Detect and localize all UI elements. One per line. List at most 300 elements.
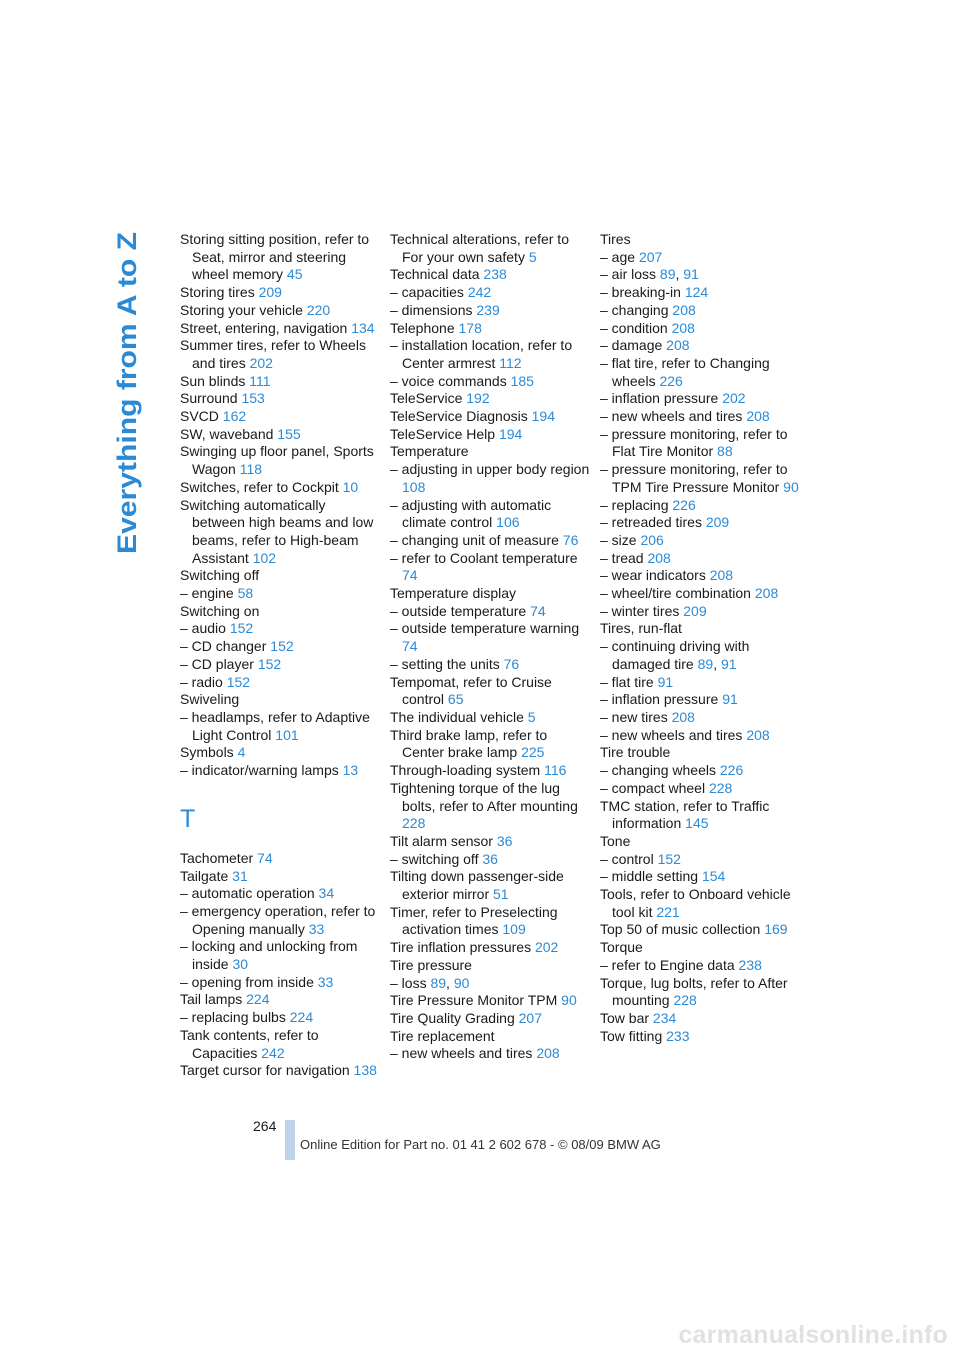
index-entry-term: – inflation pressure [600, 390, 719, 407]
index-entry-term: Sun blinds [180, 372, 246, 389]
index-entry [600, 302, 802, 320]
page-reference-link[interactable]: 202 [722, 390, 746, 407]
index-entry-term: Tilt alarm sensor [390, 832, 493, 849]
index-entry-term: Temperature [390, 443, 469, 460]
index-entry-term: Storing tires [180, 284, 255, 301]
page-reference-link[interactable]: 224 [289, 1009, 314, 1026]
index-entry-term: – continuing driving with damaged tire [600, 638, 750, 672]
index-entry [180, 373, 382, 391]
index-entry-term: – CD player [180, 655, 254, 672]
index-entry [180, 479, 382, 497]
page-reference-link[interactable]: 10 [342, 478, 359, 495]
page-reference-link[interactable]: 208 [671, 319, 695, 336]
page-reference-link[interactable]: 221 [656, 903, 680, 920]
page-reference-link[interactable]: 209 [705, 514, 730, 531]
page-reference-link[interactable]: 202 [534, 939, 559, 956]
index-entry [600, 691, 802, 709]
page-number: 264 [253, 1118, 277, 1134]
index-entry [600, 497, 802, 515]
page-ref-separator: , [446, 974, 454, 991]
page-reference-link[interactable]: 108 [402, 478, 426, 495]
index-entry [600, 532, 802, 550]
page-reference-link[interactable]: 90 [783, 478, 799, 495]
index-entry [390, 674, 592, 709]
index-entry [180, 903, 382, 938]
page-reference-link[interactable]: 208 [754, 585, 779, 602]
page-reference-link[interactable]: 226 [672, 496, 696, 513]
index-entry [600, 620, 802, 638]
index-entry-term: – dimensions [390, 301, 473, 318]
index-entry [390, 550, 592, 585]
index-entry-term: – CD changer [180, 638, 267, 655]
page-reference-link[interactable]: 5 [527, 708, 536, 725]
index-entry-term: Timer, refer to Preselecting activation times [390, 903, 558, 938]
index-entry-term: Switching off [180, 567, 260, 584]
index-entry-term: Tire trouble [600, 744, 671, 761]
page-reference-link[interactable]: 4 [237, 744, 246, 761]
index-entry [390, 851, 592, 869]
index-entry [390, 780, 592, 833]
index-entry-term: Tire Quality Grading [390, 1009, 515, 1026]
page-reference-link[interactable]: 224 [246, 991, 270, 1008]
index-entry-term: – loss [390, 974, 427, 991]
page-reference-link[interactable]: 207 [638, 248, 663, 265]
index-entry-term: Tilting down passenger-side exterior mirror [390, 868, 564, 903]
index-entry-term: Surround [180, 390, 238, 407]
index-entry-term: TeleService [390, 390, 463, 407]
index-entry [180, 603, 382, 621]
index-entry-term: – new tires [600, 708, 668, 725]
index-entry-term: Technical data [390, 266, 480, 283]
page-reference-link[interactable]: 91 [720, 655, 737, 672]
index-entry-term: SVCD [180, 408, 219, 425]
index-entry [600, 550, 802, 568]
index-entry [600, 426, 802, 461]
index-entry-term: – headlamps, refer to Adaptive Light Control [180, 708, 370, 743]
page-reference-link[interactable]: 152 [270, 638, 294, 655]
index-entry [180, 302, 382, 320]
index-entry-term: – inflation pressure [600, 691, 719, 708]
index-entry-term: – voice commands [390, 372, 507, 389]
index-entry [390, 620, 592, 655]
index-entry [390, 302, 592, 320]
index-entry [180, 638, 382, 656]
index-entry [390, 727, 592, 762]
index-entry [390, 426, 592, 444]
page-reference-link[interactable]: 145 [685, 815, 709, 832]
index-entry [600, 567, 802, 585]
index-entry-term: – flat tire [600, 673, 654, 690]
index-entry [390, 1028, 592, 1046]
page-reference-link[interactable]: 155 [277, 425, 301, 442]
index-entry-term: – new wheels and tires [600, 726, 743, 743]
index-entry [180, 320, 382, 338]
page-reference-link[interactable]: 89 [697, 655, 714, 672]
page-reference-link[interactable]: 162 [222, 408, 247, 425]
index-entry [600, 337, 802, 355]
index-entry-term: – adjusting with automatic climate control [390, 496, 552, 531]
index-entry [180, 974, 382, 992]
index-entry [180, 443, 382, 478]
index-entry-term: – control [600, 850, 654, 867]
index-entry [600, 1028, 802, 1046]
index-entry-term: – condition [600, 319, 668, 336]
index-entry [180, 1009, 382, 1027]
index-entry-term: – age [600, 248, 636, 265]
page-reference-link[interactable]: 134 [351, 319, 375, 336]
page-reference-link[interactable]: 242 [261, 1044, 285, 1061]
page-reference-link[interactable]: 208 [647, 549, 671, 566]
page-reference-link[interactable]: 153 [241, 390, 265, 407]
index-entry-term: – outside temperature [390, 602, 527, 619]
page-reference-link[interactable]: 208 [746, 408, 770, 425]
page-reference-link[interactable]: 152 [226, 673, 251, 690]
page-reference-link[interactable]: 88 [717, 443, 733, 460]
page-reference-link[interactable]: 209 [258, 284, 282, 301]
index-entry-term: Technical alterations, refer to For your own safety [390, 231, 569, 265]
index-entry-term: – new wheels and tires [390, 1045, 533, 1062]
page-reference-link[interactable]: 91 [657, 673, 674, 690]
index-entry-term: – indicator/warning lamps [180, 762, 339, 779]
index-entry-term: – winter tires [600, 602, 680, 619]
page-reference-link[interactable]: 31 [232, 867, 248, 884]
page-reference-link[interactable]: 152 [657, 850, 681, 867]
index-entry [600, 461, 802, 496]
page-reference-link[interactable]: 101 [275, 726, 299, 743]
page-reference-link[interactable]: 202 [249, 354, 273, 371]
section-letter-heading: T [180, 804, 196, 833]
index-entry-term: – tread [600, 549, 644, 566]
page-reference-link[interactable]: 208 [672, 301, 696, 318]
index-entry [390, 408, 592, 426]
page-ref-separator: , [675, 266, 684, 283]
page-reference-link[interactable]: 208 [746, 726, 770, 743]
index-entry-term: Switches, refer to Cockpit [180, 478, 339, 495]
index-entry-term: – switching off [390, 850, 479, 867]
index-entry-term: Tank contents, refer to Capacities [180, 1026, 319, 1061]
index-entry-term: – pressure monitoring, refer to Flat Tire Monitor [600, 425, 788, 460]
index-entry-term: – setting the units [390, 655, 500, 672]
index-entry-term: – automatic operation [180, 885, 315, 902]
index-entry [600, 957, 802, 975]
index-entry-term: – emergency operation, refer to Opening manually [180, 902, 376, 937]
index-entry [390, 585, 592, 603]
page-reference-link[interactable]: 124 [684, 284, 709, 301]
page-reference-link[interactable]: 65 [447, 691, 464, 708]
index-entry [390, 1010, 592, 1028]
page-reference-link[interactable]: 90 [561, 992, 577, 1009]
index-entry [600, 603, 802, 621]
index-entry-term: – wear indicators [600, 567, 706, 584]
index-entry [390, 833, 592, 851]
page-reference-link[interactable]: 89 [430, 974, 447, 991]
index-entry [390, 461, 592, 496]
index-entry [600, 939, 802, 957]
index-column-3 [600, 231, 802, 1045]
index-entry-term: – installation location, refer to Center armrest [390, 337, 573, 371]
index-entry [600, 886, 802, 921]
page-reference-link[interactable]: 36 [496, 832, 513, 849]
index-entry-term: – changing unit of measure [390, 531, 559, 548]
index-entry-term: TeleService Help [390, 425, 496, 442]
page-reference-link[interactable]: 109 [502, 921, 526, 938]
index-entry [180, 762, 382, 780]
index-entry-term: Target cursor for navigation [180, 1062, 350, 1079]
page-reference-link[interactable]: 152 [257, 655, 282, 672]
page-reference-link[interactable]: 91 [722, 691, 738, 708]
index-entry [390, 231, 592, 266]
index-entry [600, 921, 802, 939]
page-reference-link[interactable]: 89 [659, 266, 676, 283]
index-entry-term: – adjusting in upper body region [390, 461, 590, 478]
index-entry-term: – size [600, 531, 637, 548]
index-entry-term: Telephone [390, 319, 455, 336]
index-entry [600, 1010, 802, 1028]
index-entry [390, 709, 592, 727]
index-entry [390, 320, 592, 338]
index-entry-term: Tire Pressure Monitor TPM [390, 992, 558, 1009]
index-entry [600, 975, 802, 1010]
page-reference-link[interactable]: 76 [503, 655, 520, 672]
index-entry-term: Symbols [180, 744, 234, 761]
index-entry-term: TeleService Diagnosis [390, 408, 528, 425]
page-reference-link[interactable]: 138 [353, 1062, 377, 1079]
index-entry [180, 337, 382, 372]
footer-accent-bar [285, 1120, 295, 1160]
index-entry [600, 249, 802, 267]
index-entry-term: – middle setting [600, 868, 699, 885]
index-entry-term: Through-loading system [390, 762, 541, 779]
index-entry-term: Tow bar [600, 1009, 650, 1026]
index-entry [180, 1062, 382, 1080]
page-reference-link[interactable]: 220 [306, 301, 331, 318]
page-reference-link[interactable]: 238 [738, 956, 762, 973]
page-reference-link[interactable]: 58 [237, 585, 254, 602]
page-reference-link[interactable]: 5 [528, 248, 537, 265]
index-entry-term: Torque [600, 939, 643, 956]
index-entry-term: – changing [600, 301, 669, 318]
index-entry [180, 408, 382, 426]
index-entry [600, 390, 802, 408]
index-entry [600, 514, 802, 532]
index-entry-term: Switching automatically between high beams and low beams, refer to High-beam Assistant [180, 496, 374, 566]
index-entry-term: – damage [600, 337, 663, 354]
page-reference-link[interactable]: 154 [701, 868, 726, 885]
page-reference-link[interactable]: 206 [640, 531, 664, 548]
index-entry [600, 266, 802, 284]
index-entry-term: SW, waveband [180, 425, 274, 442]
side-chapter-title-text: Everything from A to Z [112, 264, 142, 554]
index-entry-term: Tire pressure [390, 956, 472, 973]
page-reference-link[interactable]: 33 [317, 973, 334, 990]
index-entry-term: Torque, lug bolts, refer to After mounting [600, 974, 788, 1009]
index-entry-term: – wheel/tire combination [600, 585, 751, 602]
index-entry-term: The individual vehicle [390, 708, 524, 725]
side-chapter-title [92, 232, 147, 557]
page-reference-link[interactable]: 34 [318, 885, 335, 902]
page-reference-link[interactable]: 33 [308, 920, 325, 937]
index-entry [180, 1027, 382, 1062]
index-entry-term: Tail lamps [180, 991, 243, 1008]
index-entry [600, 727, 802, 745]
index-entry-term: – replacing [600, 496, 669, 513]
index-entry-term: – refer to Coolant temperature [390, 549, 578, 566]
page-reference-link[interactable]: 208 [709, 567, 734, 584]
index-entry [390, 992, 592, 1010]
index-entry-term: – breaking-in [600, 284, 681, 301]
page-reference-link[interactable]: 90 [453, 974, 470, 991]
index-entry [390, 957, 592, 975]
index-entry-term: – capacities [390, 284, 464, 301]
page-reference-link[interactable]: 45 [286, 266, 303, 283]
index-entry [390, 868, 592, 903]
index-entry [600, 638, 802, 673]
index-entry [180, 709, 382, 744]
page-reference-link[interactable]: 111 [249, 372, 271, 389]
index-entry [180, 938, 382, 973]
page-reference-link[interactable]: 234 [652, 1009, 677, 1026]
index-entry [600, 674, 802, 692]
index-entry [600, 231, 802, 249]
index-entry [600, 284, 802, 302]
index-entry-term: Tightening torque of the lug bolts, refer to After mounting [390, 779, 578, 814]
page-reference-link[interactable]: 74 [402, 567, 418, 584]
index-entry [600, 355, 802, 390]
index-entry [390, 266, 592, 284]
index-entry [600, 798, 802, 833]
page-reference-link[interactable]: 74 [530, 602, 546, 619]
index-entry-term: Temperature display [390, 585, 517, 602]
index-entry-term: – air loss [600, 266, 657, 283]
page-reference-link[interactable]: 152 [229, 620, 254, 637]
index-entry-term: – outside temperature warning [390, 620, 580, 637]
index-entry [600, 833, 802, 851]
page-reference-link[interactable]: 238 [483, 266, 507, 283]
index-entry [180, 744, 382, 762]
page-reference-link[interactable]: 74 [257, 849, 273, 866]
index-entry [600, 762, 802, 780]
page-reference-link[interactable]: 242 [467, 284, 492, 301]
index-entry [600, 408, 802, 426]
index-entry [390, 939, 592, 957]
index-entry-term: Tachometer [180, 849, 254, 866]
index-entry [390, 762, 592, 780]
index-entry-term: Tone [600, 832, 631, 849]
page-reference-link[interactable]: 51 [493, 886, 509, 903]
page-reference-link[interactable]: 192 [466, 390, 490, 407]
page-reference-link[interactable]: 76 [562, 531, 579, 548]
index-entry-term: Summer tires, refer to Wheels and tires [180, 337, 366, 371]
index-entry [390, 390, 592, 408]
page-reference-link[interactable]: 228 [708, 779, 733, 796]
page-reference-link[interactable]: 169 [764, 921, 788, 938]
index-entry-term: Tires [600, 231, 631, 247]
page-reference-link[interactable]: 178 [458, 319, 482, 336]
index-entry [600, 744, 802, 762]
page-reference-link[interactable]: 30 [232, 956, 249, 973]
index-entry [180, 674, 382, 692]
index-entry [180, 497, 382, 568]
index-entry-term: Top 50 of music collection [600, 921, 761, 938]
index-entry-term: – locking and unlocking from inside [180, 938, 358, 973]
page-reference-link[interactable]: 106 [496, 514, 520, 531]
index-entry [390, 532, 592, 550]
index-entry [600, 851, 802, 869]
index-entry [180, 868, 382, 886]
index-entry-term: Tailgate [180, 867, 229, 884]
index-entry-term: – pressure monitoring, refer to TPM Tire Pressure Monitor [600, 461, 788, 495]
index-entry [390, 497, 592, 532]
index-entry-term: Third brake lamp, refer to Center brake lamp [390, 726, 548, 761]
index-entry [180, 885, 382, 903]
index-entry [390, 373, 592, 391]
index-entry [390, 975, 592, 993]
page-reference-link[interactable]: 208 [666, 337, 690, 354]
footer-edition-note: Online Edition for Part no. 01 41 2 602 678 - © 08/09 BMW AG [300, 1137, 661, 1152]
page-reference-link[interactable]: 13 [342, 762, 359, 779]
index-entry [390, 337, 592, 372]
index-entry-term: Swiveling [180, 691, 240, 708]
page-reference-link[interactable]: 228 [673, 992, 697, 1009]
page-reference-link[interactable]: 226 [659, 372, 683, 389]
index-entry-term: Tires, run-flat [600, 620, 682, 637]
index-entry-term: – compact wheel [600, 779, 706, 796]
page-reference-link[interactable]: 228 [402, 815, 426, 832]
page-reference-link[interactable]: 208 [536, 1045, 560, 1062]
page-reference-link[interactable]: 233 [666, 1027, 690, 1044]
page-ref-separator: , [713, 655, 721, 672]
index-entry [180, 426, 382, 444]
index-entry [180, 656, 382, 674]
page-reference-link[interactable]: 36 [482, 850, 498, 867]
index-entry-term: Tire replacement [390, 1027, 495, 1044]
index-entry [600, 585, 802, 603]
index-entry-term: Swinging up floor panel, Sports Wagon [180, 443, 374, 478]
page-reference-link[interactable]: 102 [252, 549, 277, 566]
index-entry-term: Tire inflation pressures [390, 939, 532, 956]
index-entry [600, 780, 802, 798]
index-entry-term: – flat tire, refer to Changing wheels [600, 354, 770, 389]
page-reference-link[interactable]: 118 [239, 461, 263, 478]
index-column-1 [180, 231, 382, 1080]
index-entry [180, 991, 382, 1009]
page-reference-link[interactable]: 91 [683, 266, 699, 283]
page-reference-link[interactable]: 112 [499, 354, 522, 371]
page-reference-link[interactable]: 225 [521, 744, 545, 761]
index-entry [390, 284, 592, 302]
index-entry [390, 443, 592, 461]
index-entry [600, 709, 802, 727]
index-column-2 [390, 231, 592, 1063]
page-reference-link[interactable]: 116 [544, 762, 567, 779]
page-reference-link[interactable]: 194 [498, 425, 523, 442]
page-reference-link[interactable]: 209 [683, 602, 707, 619]
page-reference-link[interactable]: 207 [518, 1009, 542, 1026]
index-entry [390, 904, 592, 939]
watermark: carmanualsonline.info [678, 1321, 948, 1349]
page-reference-link[interactable]: 239 [476, 301, 500, 318]
page-reference-link[interactable]: 208 [671, 708, 695, 725]
index-entry-term: Street, entering, navigation [180, 319, 348, 336]
index-entry [390, 656, 592, 674]
page-reference-link[interactable]: 74 [402, 638, 418, 655]
page-reference-link[interactable]: 194 [531, 408, 555, 425]
index-entry [180, 231, 382, 284]
index-entry-term: – changing wheels [600, 762, 716, 779]
page-reference-link[interactable]: 226 [719, 762, 744, 779]
index-entry-term: Storing sitting position, refer to Seat, mirror and steering wheel memory [180, 231, 370, 283]
page-reference-link[interactable]: 185 [510, 372, 534, 389]
